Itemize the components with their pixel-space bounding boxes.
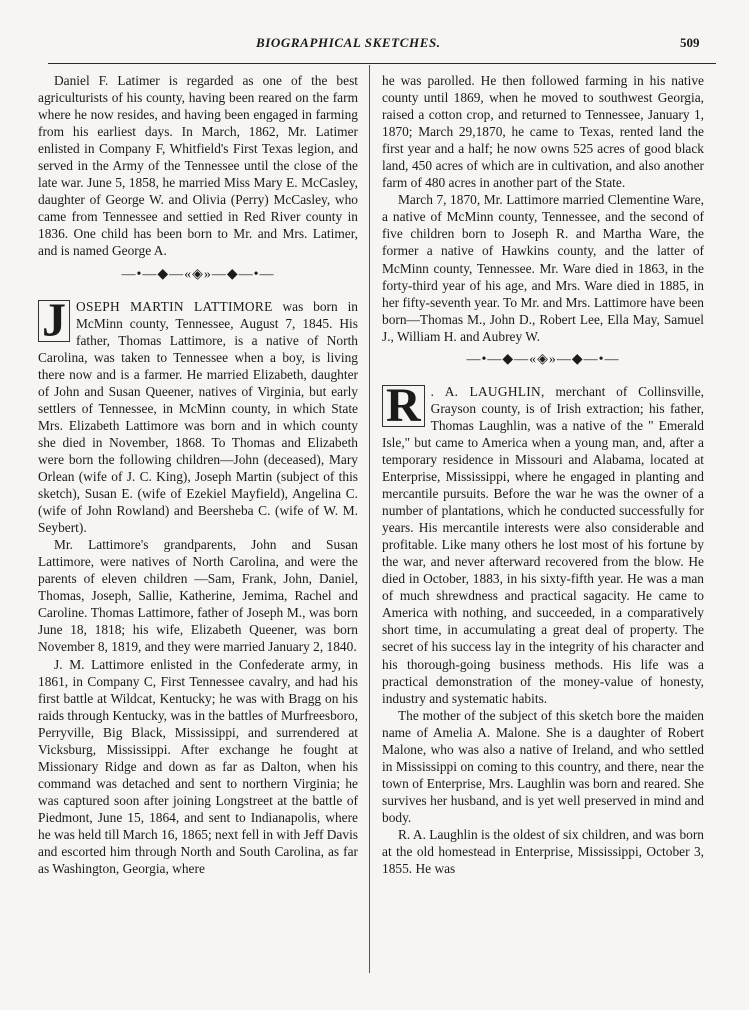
war-service-paragraph: J. M. Lattimore enlisted in the Confederate army, in 1861, in Company C, First Tennessee cavalry, and had his first battle at Wildcat, Kentucky; he was with Bragg on his raids through Kentucky, was in the battles of Murfreesboro, Perryville, Big Black, Mississippi, and surrendered at Vicksburg, Mississippi. After exchange he fought at Missionary Ridge and down as far as Dalton, when his command was detached and sent to northern Virginia; he was captured soon after joining Longstreet at the battle of Piedmont, June 15, 1864, and sent to Indianapolis, where he was held till March 16, 1865; next fell in with Jeff Davis and escorted him through North and South Carolina, as far as Washington, Georgia, where	[38, 656, 358, 877]
mother-paragraph: The mother of the subject of this sketch bore the maiden name of Amelia A. Malone. She is a daughter of Robert Malone, who was also a native of Ireland, and who settled in Mississippi on coming to this country, and there, near the town of Enterprise, Mrs. Laughlin was born and reared. She survives her husband, and is yet well preserved in mind and body.	[382, 707, 704, 825]
lattimore-intro-paragraph	[38, 293, 358, 537]
header-rule	[48, 63, 716, 64]
section-ornament: —•—◆—«◈»—◆—•—	[121, 266, 275, 282]
right-column	[382, 72, 704, 877]
drop-cap-j: J	[38, 300, 70, 342]
laughlin-intro-paragraph	[382, 378, 704, 707]
parole-paragraph: he was parolled. He then followed farming in his native county until 1869, when he moved to southwest Georgia, raised a cotton crop, and returned to Tennessee, January 1, 1870; March 29,1870, he came to Texas, rented land the first year and a half; he now owns 525 acres of good black land, 450 acres of which are in cultivation, and also another farm of 480 acres in another part of the State.	[382, 73, 704, 191]
oldest-child-paragraph: R. A. Laughlin is the oldest of six children, and was born at the old homestead in Enterprise, Mississippi, October 3, 1855. He was	[382, 826, 704, 877]
laughlin-intro-text: merchant of Collinsville, Grayson county, is of Irish extraction; his father, Thomas Laughlin, was a native of the " Emerald Isle," but came to America when a young man, and, after a temporary residence in Missouri and Alabama, located at Enterprise, Mississippi, where he engaged in planting and mercantile pursuits. Before the war he was the owner of a number of plantations, which he conducted successfully for years. His mercantile interests were also considerable and profitable. Like many others he lost most of his fortune by the war, and never afterward recovered from the blow. He died in October, 1883, in his sixty-fifth year. He was a man of much shrewdness and practical sagacity. He came to America with nothing, and succeeded, in a comparatively short time, in accumulating a great deal of property. The secret of his success lay in the integrity of his character and his thorough-going business methods. His life was a practical demonstration of the money-value of honesty, industry and systematic habits.	[382, 383, 704, 706]
grandparents-paragraph: Mr. Lattimore's grandparents, John and Susan Lattimore, were natives of North Carolina, and were the parents of eleven children —Sam, Frank, John, Daniel, Thomas, Joseph, Sallie, Katherine, Jemima, Rachel and Caroline. Thomas Lattimore, father of Joseph M., was born June 18, 1818; his wife, Elizabeth Queener, was born November 8, 1819, and they were married January 2, 1840.	[38, 537, 358, 655]
section-ornament: —•—◆—«◈»—◆—•—	[466, 351, 620, 367]
lattimore-intro-text: was born in McMinn county, Tennessee, August 7, 1845. His father, Thomas Lattimore, is a native of North Carolina, was taken to Tennessee when a boy, is living there now and is a farmer. He married Elizabeth, daughter of John and Susan Queener, natives of Virginia, but early settlers of Tennessee, in McMinn county, in which State Mrs. Elizabeth Lattimore was born and in which county she died in November, 1868. To Thomas and Elizabeth were born the following children—John (deceased), Mary Orlean (wife of J. C. King), Joseph Martin (subject of this sketch), Susan E. (wife of Ezekiel Mayfield), Angelina C. (wife of John Rowland) and Beersheba C. (wife of W. M. Seybert).	[38, 298, 358, 536]
laughlin-name: . A. LAUGHLIN,	[430, 383, 545, 399]
left-column	[38, 72, 358, 877]
marriage-paragraph: March 7, 1870, Mr. Lattimore married Clementine Ware, a native of McMinn county, Tennessee, and the second of five children born to Joseph R. and Martha Ware, the former a native of Hawkins county, and the latter of McMinn county, Tennessee. Mr. Ware died in 1863, in the forty-third year of his age, and Mrs. Ware died in 1885, in her fifty-seventh year. To Mr. and Mrs. Lattimore have been born—Thomas M., John D., Robert Lee, Ella May, Samuel J., William H. and Aubrey W.	[382, 192, 704, 344]
page-number: 509	[680, 35, 700, 50]
running-title: BIOGRAPHICAL SKETCHES.	[256, 35, 441, 50]
latimer-paragraph: Daniel F. Latimer is regarded as one of the best agriculturists of his county, having been reared on the farm where he now resides, and having been engaged in farming from his earliest days. In March, 1862, Mr. Latimer enlisted in Company F, Whitfield's First Texas legion, and served in the Army of the Tennessee until the close of the late war. June 5, 1858, he married Miss Mary E. McCasley, daughter of George W. and Olivia (Perry) McCasley, who came from Tennessee and settied in Red River county in 1836. One child has been born to Mr. and Mrs. Latimer, and is named George A.	[38, 73, 358, 259]
lattimore-name: OSEPH MARTIN LATTIMORE	[76, 298, 273, 314]
drop-cap-r: R	[382, 385, 425, 427]
column-divider	[369, 65, 370, 973]
page-header	[0, 30, 749, 54]
